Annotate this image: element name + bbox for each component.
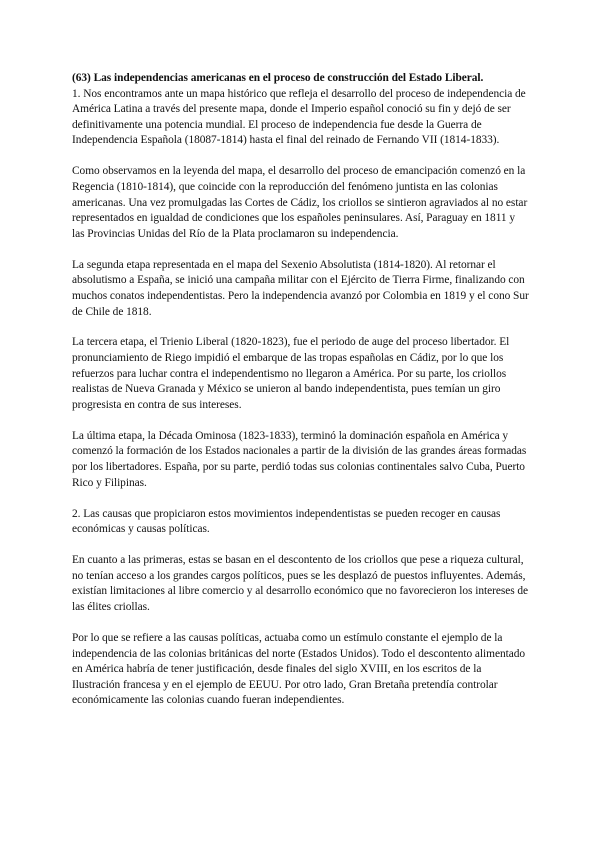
paragraph-intro: [72, 71, 530, 149]
paragraph: Por lo que se refiere a las causas políticas, actuaba como un estímulo constante el ejemplo de la independencia de las colonias británicas del norte (Estados Unidos). Todo el descontento alimentado en América habría de tener justificación, desde finales del siglo XVIII, en los escritos de la Ilustración francesa y en el ejemplo de EEUU. Por otro lado, Gran Bretaña pretendía controlar económicamente las colonias cuando fueran independientes.: [72, 631, 526, 707]
paragraph: En cuanto a las primeras, estas se basan en el descontento de los criollos que pese a riqueza cultural, no tenían acceso a los grandes cargos políticos, pues se les desplazó de puestos influyentes. Además, existían limitaciones al libre comercio y al desarrollo económico que no favorecieron los intereses de las élites criollas.: [72, 554, 529, 613]
paragraph: Como observamos en la leyenda del mapa, el desarrollo del proceso de emancipación comenzó en la Regencia (1810-1814), que coincide con la reproducción del fenómeno juntista en las colonias americanas. Una vez promulgadas las Cortes de Cádiz, los criollos se sintieron agraviados al no estar representados en igualdad de condiciones que los españoles peninsulares. Así, Paraguay en 1811 y las Provincias Unidas del Río de la Plata proclamaron su independencia.: [72, 165, 528, 240]
paragraph-text: 1. Nos encontramos ante un mapa histórico que refleja el desarrollo del proceso de independencia de América Latina a través del presente mapa, donde el Imperio español conoció su fin y dejó de ser definitivamente una potencia mundial. El proceso de independencia fue desde la Guerra de Independencia Española (18087-1814) hasta el final del reinado de Fernando VII (1814-1833).: [72, 87, 526, 147]
paragraph: La última etapa, la Década Ominosa (1823-1833), terminó la dominación española en América y comenzó la formación de los Estados nacionales a partir de la división de las grandes áreas formadas por los libertadores. España, por su parte, perdió todas sus colonias continentales salvo Cuba, Puerto Rico y Filipinas.: [72, 429, 527, 489]
document-title: (63) Las independencias americanas en el proceso de construcción del Estado Liberal.: [72, 72, 484, 84]
paragraph: 2. Las causas que propiciaron estos movimientos independentistas se pueden recoger en causas económicas y causas políticas.: [72, 507, 501, 536]
paragraph: La segunda etapa representada en el mapa del Sexenio Absolutista (1814-1820). Al retornar el absolutismo a España, se inició una campaña militar con el Ejército de Tierra Firme, finalizando con muchos conatos independentistas. Pero la independencia avanzó por Colombia en 1819 y el cono Sur de Chile de 1818.: [72, 258, 529, 318]
paragraph: La tercera etapa, el Trienio Liberal (1820-1823), fue el periodo de auge del proceso libertador. El pronunciamiento de Riego impidió el embarque de las tropas españolas en Cádiz, por lo que los refuerzos para luchar contra el independentismo no llegaron a América. Por su parte, los criollos realistas de Nueva Granada y México se unieron al bando independentista, pues temían un giro progresista en contra de sus intereses.: [72, 336, 510, 411]
document-page: [72, 71, 530, 724]
